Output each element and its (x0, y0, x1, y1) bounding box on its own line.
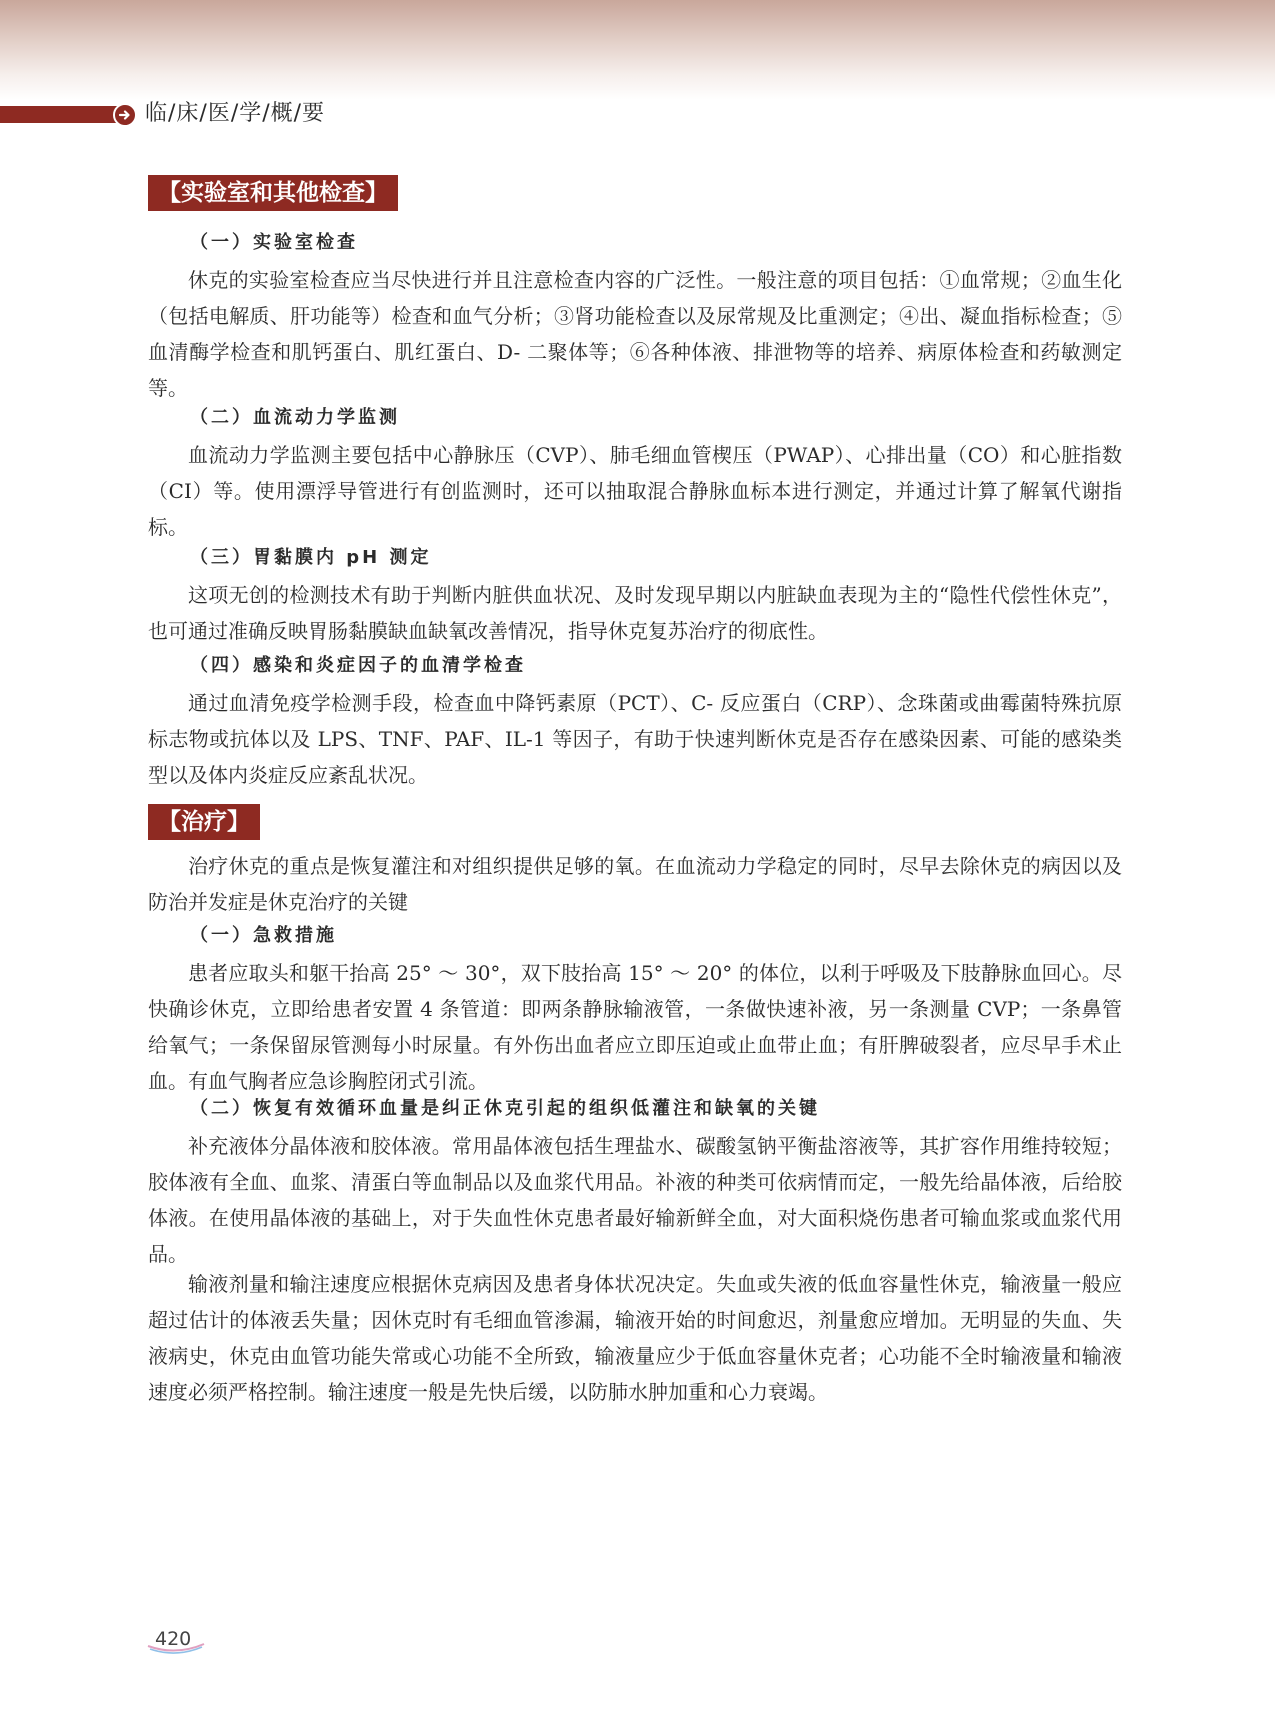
paragraph-lab-tests: 休克的实验室检查应当尽快进行并且注意检查内容的广泛性。一般注意的项目包括：①血常规；②血生化（包括电解质、肝功能等）检查和血气分析；③肾功能检查以及尿常规及比重测定；④出、凝血指标检查；⑤血清酶学检查和肌钙蛋白、肌红蛋白、D- 二聚体等；⑥各种体液、排泄物等的培养、病原体检查和药敏测定等。 (148, 268, 1122, 400)
header-gradient-band (0, 0, 1275, 100)
subheading-hemodynamics: （二）血流动力学监测 (190, 407, 400, 428)
subheading-gastric-ph: （三）胃黏膜内 pH 测定 (190, 547, 432, 568)
page-number-swoosh-icon (146, 1640, 206, 1656)
page-number: 420 (155, 1628, 192, 1650)
subheading-volume-restore: （二）恢复有效循环血量是纠正休克引起的组织低灌注和缺氧的关键 (190, 1098, 820, 1119)
paragraph-hemodynamics: 血流动力学监测主要包括中心静脉压（CVP）、肺毛细血管楔压（PWAP）、心排出量（CO）和心脏指数（CI）等。使用漂浮导管进行有创监测时，还可以抽取混合静脉血标本进行测定，并通过计算了解氧代谢指标。 (148, 443, 1122, 539)
section-tag-treatment: 【治疗】 (148, 804, 260, 840)
paragraph-gastric-ph: 这项无创的检测技术有助于判断内脏供血状况、及时发现早期以内脏缺血表现为主的“隐性代偿性休克”，也可通过准确反映胃肠黏膜缺血缺氧改善情况，指导休克复苏治疗的彻底性。 (148, 583, 1122, 643)
paragraph-infusion: 输液剂量和输注速度应根据休克病因及患者身体状况决定。失血或失液的低血容量性休克，输液量一般应超过估计的体液丢失量；因休克时有毛细血管渗漏，输液开始的时间愈迟，剂量愈应增加。无明显的失血、失液病史，休克由血管功能失常或心功能不全所致，输液量应少于低血容量休克者；心功能不全时输液量和输液速度必须严格控制。输注速度一般是先快后缓，以防肺水肿加重和心力衰竭。 (148, 1272, 1122, 1404)
subheading-serology: （四）感染和炎症因子的血清学检查 (190, 655, 526, 676)
arrow-right-icon (113, 103, 137, 127)
section-tag-lab: 【实验室和其他检查】 (148, 175, 398, 211)
paragraph-fluids: 补充液体分晶体液和胶体液。常用晶体液包括生理盐水、碳酸氢钠平衡盐溶液等，其扩容作用维持较短；胶体液有全血、血浆、清蛋白等血制品以及血浆代用品。补液的种类可依病情而定，一般先给晶体液，后给胶体液。在使用晶体液的基础上，对于失血性休克患者最好输新鲜全血，对大面积烧伤患者可输血浆或血浆代用品。 (148, 1134, 1122, 1266)
paragraph-emergency: 患者应取头和躯干抬高 25° ～ 30°，双下肢抬高 15° ～ 20° 的体位，以利于呼吸及下肢静脉血回心。尽快确诊休克，立即给患者安置 4 条管道：即两条静脉输液管，一条做快速补液，另一条测量 CVP；一条鼻管给氧气；一条保留尿管测每小时尿量。有外伤出血者应立即压迫或止血带止血；有肝脾破裂者，应尽早手术止血。有血气胸者应急诊胸腔闭式引流。 (148, 961, 1122, 1093)
paragraph-serology: 通过血清免疫学检测手段，检查血中降钙素原（PCT）、C- 反应蛋白（CRP）、念珠菌或曲霉菌特殊抗原标志物或抗体以及 LPS、TNF、PAF、IL-1 等因子，有助于快速判断休克是否存在感染因素、可能的感染类型以及体内炎症反应紊乱状况。 (148, 691, 1122, 787)
book-title: 临/床/医/学/概/要 (145, 101, 326, 126)
header-accent-bar (0, 106, 125, 123)
subheading-emergency: （一）急救措施 (190, 925, 337, 946)
paragraph-treatment-intro: 治疗休克的重点是恢复灌注和对组织提供足够的氧。在血流动力学稳定的同时，尽早去除休克的病因以及防治并发症是休克治疗的关键 (148, 854, 1122, 914)
subheading-lab-tests: （一）实验室检查 (190, 232, 358, 253)
